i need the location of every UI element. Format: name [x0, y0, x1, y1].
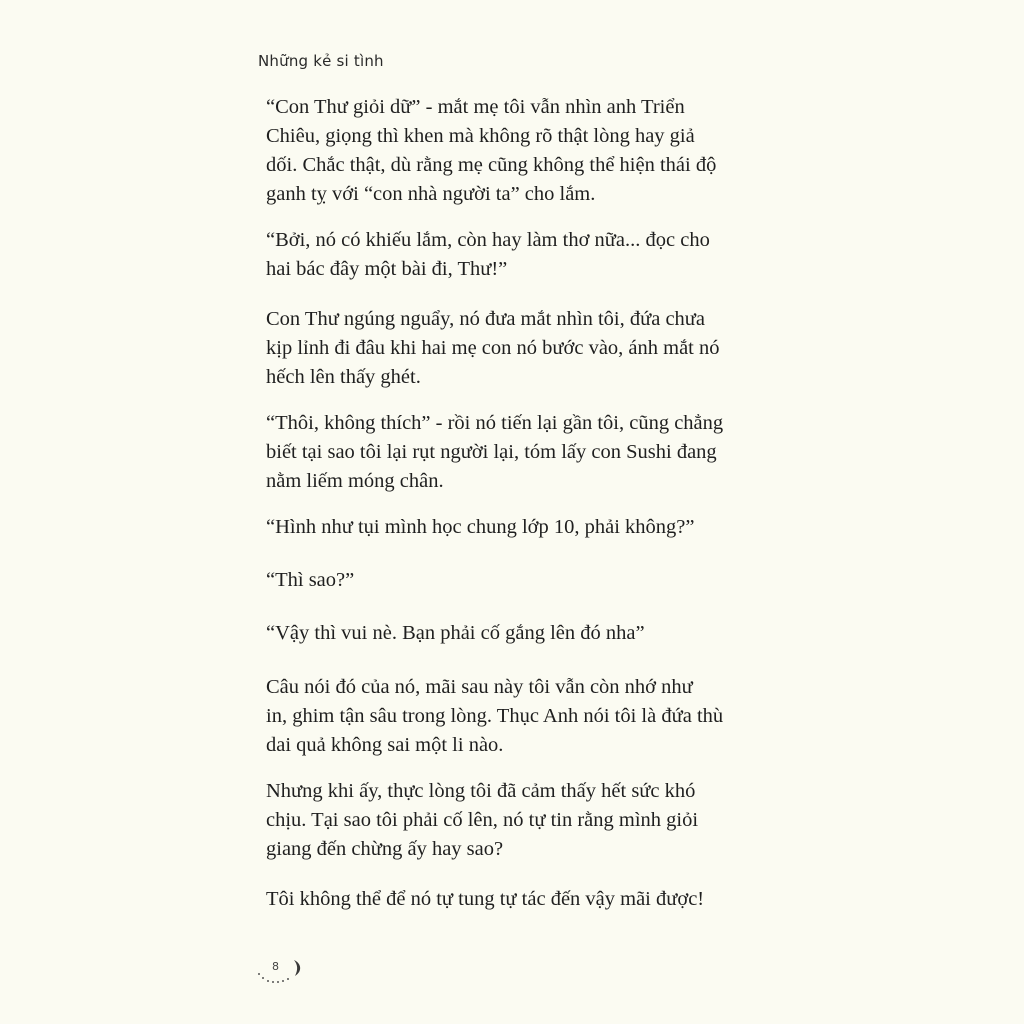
text-line: nằm liếm móng chân. [266, 470, 444, 492]
text-line: kịp lỉnh đi đâu khi hai mẹ con nó bước vào, ánh mắt nó [266, 337, 720, 359]
paragraph [266, 619, 766, 648]
text-line: dai quả không sai một li nào. [266, 734, 504, 756]
text-line: “Bởi, nó có khiếu lắm, còn hay làm thơ nữa... đọc cho [266, 229, 710, 251]
text-line: Câu nói đó của nó, mãi sau này tôi vẫn còn nhớ như [266, 676, 693, 698]
paragraph [266, 409, 766, 496]
text-line: Nhưng khi ấy, thực lòng tôi đã cảm thấy hết sức khó [266, 780, 696, 802]
text-line: “Hình như tụi mình học chung lớp 10, phải không?” [266, 516, 695, 538]
text-line: hai bác đây một bài đi, Thư!” [266, 258, 508, 280]
paragraph [266, 93, 766, 209]
text-line: hếch lên thấy ghét. [266, 366, 421, 388]
page-footer [256, 958, 316, 988]
text-line: chịu. Tại sao tôi phải cố lên, nó tự tin rằng mình giỏi [266, 809, 699, 831]
text-line: “Vậy thì vui nè. Bạn phải cố gắng lên đó nha” [266, 622, 645, 644]
text-line: ganh tỵ với “con nhà người ta” cho lắm. [266, 183, 596, 205]
paragraph [266, 566, 766, 595]
paragraph [266, 885, 766, 914]
text-line: “Con Thư giỏi dữ” - mắt mẹ tôi vẫn nhìn anh Triển [266, 96, 685, 118]
text-line: Chiêu, giọng thì khen mà không rõ thật lòng hay giả [266, 125, 695, 147]
page-number: 8 [272, 960, 279, 973]
paragraph [266, 305, 766, 392]
paragraph [266, 513, 766, 542]
running-header: Những kẻ si tình [258, 52, 384, 70]
text-line: “Thôi, không thích” - rồi nó tiến lại gần tôi, cũng chẳng [266, 412, 724, 434]
text-line: Tôi không thể để nó tự tung tự tác đến vậy mãi được! [266, 888, 705, 910]
text-line: Con Thư ngúng nguẩy, nó đưa mắt nhìn tôi, đứa chưa [266, 308, 706, 330]
text-line: giang đến chừng ấy hay sao? [266, 838, 504, 860]
text-line: in, ghim tận sâu trong lòng. Thục Anh nói tôi là đứa thù [266, 705, 724, 727]
text-line: biết tại sao tôi lại rụt người lại, tóm lấy con Sushi đang [266, 441, 717, 463]
leaf-icon [290, 958, 304, 978]
paragraph [266, 777, 766, 864]
text-line: dối. Chắc thật, dù rằng mẹ cũng không thể hiện thái độ [266, 154, 717, 176]
text-line: “Thì sao?” [266, 569, 355, 591]
paragraph [266, 673, 766, 760]
paragraph [266, 226, 766, 284]
